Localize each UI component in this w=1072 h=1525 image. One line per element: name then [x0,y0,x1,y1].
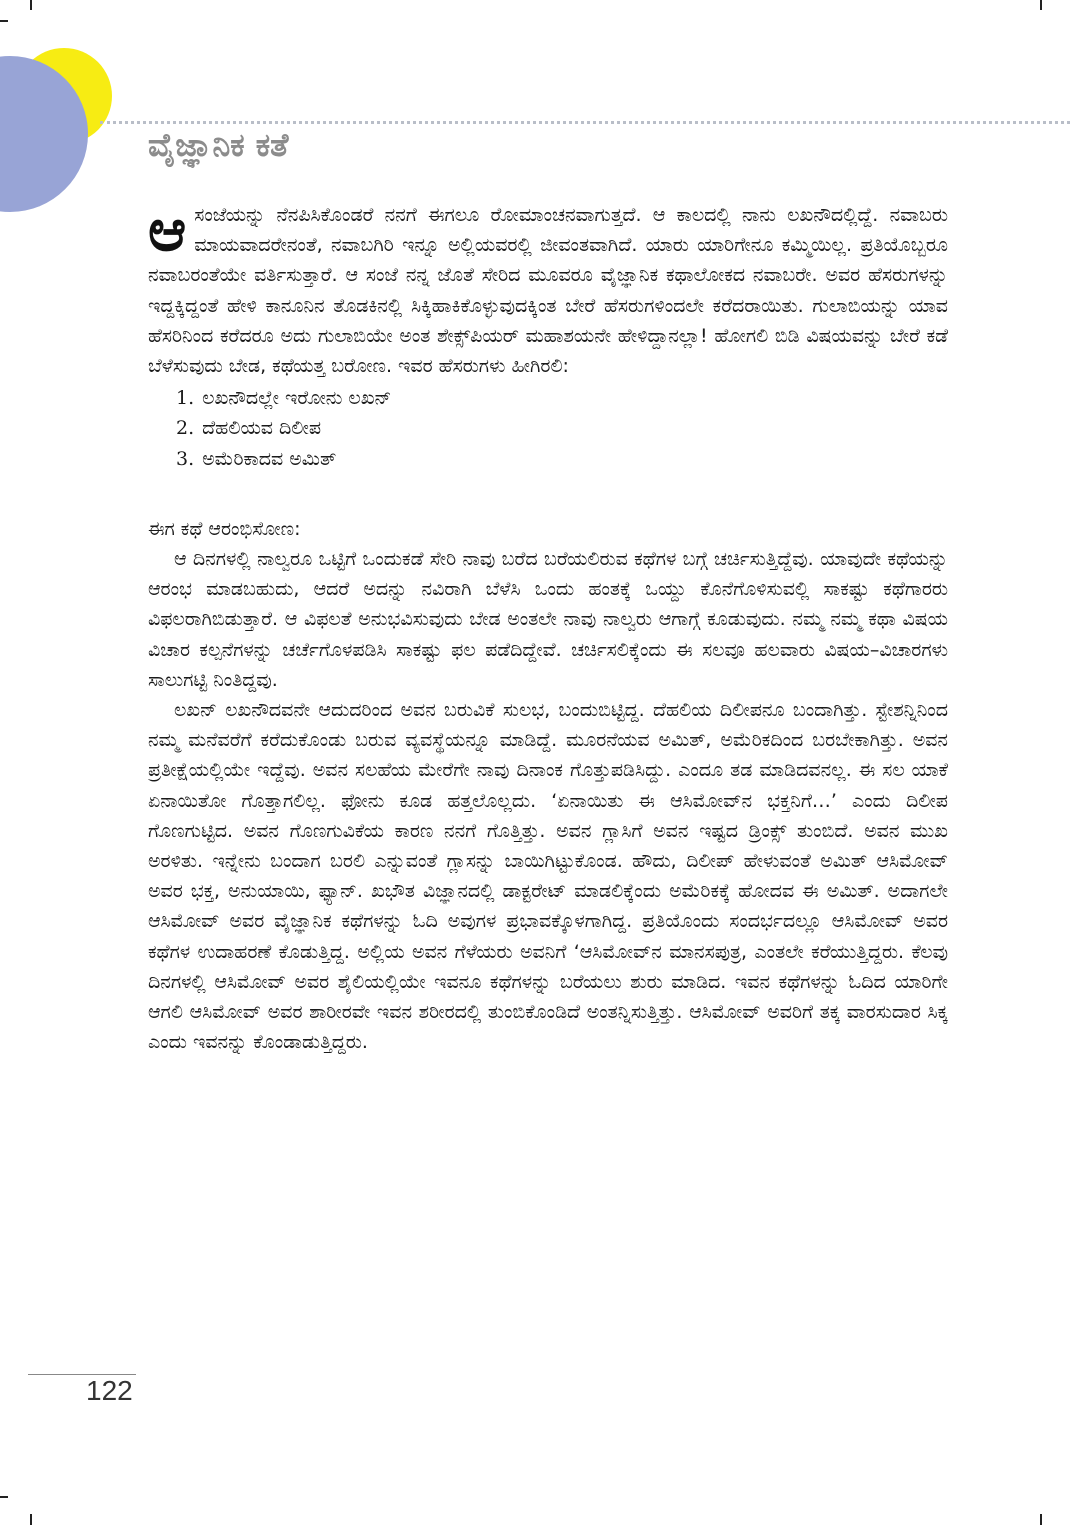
list-item-number: 3. [176,447,195,470]
list-item-number: 2. [176,417,195,440]
paragraph-arrival: ಲಖನ್ ಲಖನೌದವನೇ ಆದುದರಿಂದ ಅವನ ಬರುವಿಕೆ ಸುಲಭ, ಬಂದುಬಿಟ್ಟಿದ್ದ. ದೆಹಲಿಯ ದಿಲೀಪನೂ ಬಂದಾಗಿತ್ತು. ಸ್ಟೇಶನ್ನಿನಿಂದ ನಮ್ಮ ಮನೆವರೆಗೆ ಕರೆದುಕೊಂಡು ಬರುವ ವ್ಯವಸ್ಥೆಯನ್ನೂ ಮಾಡಿದ್ದೆ. ಮೂರನೆಯವ ಅಮಿತ್, ಅಮೆರಿಕದಿಂದ ಬರಬೇಕಾಗಿತ್ತು. ಅವನ ಪ್ರತೀಕ್ಷೆಯಲ್ಲಿಯೇ ಇದ್ದೆವು. ಅವನ ಸಲಹೆಯ ಮೇರೆಗೇ ನಾವು ದಿನಾಂಕ ಗೊತ್ತುಪಡಿಸಿದ್ದು. ಎಂದೂ ತಡ ಮಾಡಿದವನಲ್ಲ. ಈ ಸಲ ಯಾಕೆ ಏನಾಯಿತೋ ಗೊತ್ತಾಗಲಿಲ್ಲ. ಫೋನು ಕೂಡ ಹತ್ತಲೊಲ್ಲದು. ‘ಏನಾಯಿತು ಈ ಆಸಿಮೋವ್‌ನ ಭಕ್ತನಿಗೆ…’ ಎಂದು ದಿಲೀಪ ಗೊಣಗುಟ್ಟಿದ. ಅವನ ಗೊಣಗುವಿಕೆಯ ಕಾರಣ ನನಗೆ ಗೊತ್ತಿತ್ತು. ಅವನ ಗ್ಲಾಸಿಗೆ ಅವನ ಇಷ್ಟದ ಡ್ರಿಂಕ್ಸ್ ತುಂಬಿದೆ. ಅವನ ಮುಖ ಅರಳಿತು. ಇನ್ನೇನು ಬಂದಾಗ ಬರಲಿ ಎನ್ನುವಂತೆ ಗ್ಲಾಸನ್ನು ಬಾಯಿಗಿಟ್ಟುಕೊಂಡ. ಹೌದು, ದಿಲೀಪ್ ಹೇಳುವಂತೆ ಅಮಿತ್ ಆಸಿಮೋವ್ ಅವರ ಭಕ್ತ, ಅನುಯಾಯಿ, ಫ್ಯಾನ್. ಖಭೌತ ವಿಜ್ಞಾನದಲ್ಲಿ ಡಾಕ್ಟರೇಟ್ ಮಾಡಲಿಕ್ಕೆಂದು ಅಮೆರಿಕಕ್ಕೆ ಹೋದವ ಈ ಅಮಿತ್. ಅದಾಗಲೇ ಆಸಿಮೋವ್ ಅವರ ವೈಜ್ಞಾನಿಕ ಕಥೆಗಳನ್ನು ಓದಿ ಅವುಗಳ ಪ್ರಭಾವಕ್ಕೊಳಗಾಗಿದ್ದ. ಪ್ರತಿಯೊಂದು ಸಂದರ್ಭದಲ್ಲೂ ಆಸಿಮೋವ್ ಅವರ ಕಥೆಗಳ ಉದಾಹರಣೆ ಕೊಡುತ್ತಿದ್ದ. ಅಲ್ಲಿಯ ಅವನ ಗೆಳೆಯರು ಅವನಿಗೆ ‘ಆಸಿಮೋವ್‌ನ ಮಾನಸಪುತ್ರ, ಎಂತಲೇ ಕರೆಯುತ್ತಿದ್ದರು. ಕೆಲವು ದಿನಗಳಲ್ಲಿ ಆಸಿಮೋವ್ ಅವರ ಶೈಲಿಯಲ್ಲಿಯೇ ಇವನೂ ಕಥೆಗಳನ್ನು ಬರೆಯಲು ಶುರು ಮಾಡಿದ. ಇವನ ಕಥೆಗಳನ್ನು ಓದಿದ ಯಾರಿಗೇ ಆಗಲಿ ಆಸಿಮೋವ್ ಅವರ ಶಾರೀರವೇ ಇವನ ಶರೀರದಲ್ಲಿ ತುಂಬಿಕೊಂಡಿದೆ ಅಂತನ್ನಿಸುತ್ತಿತ್ತು. ಆಸಿಮೋವ್ ಅವರಿಗೆ ತಕ್ಕ ವಾರಸುದಾರ ಸಿಕ್ಕ ಎಂದು ಇವನನ್ನು ಕೊಂಡಾಡುತ್ತಿದ್ದರು. [148,699,948,1054]
crop-mark-bottom-left [30,1514,32,1525]
crop-mark-top-right [1040,0,1042,10]
opening-paragraph-text: ಸಂಜೆಯನ್ನು ನೆನಪಿಸಿಕೊಂಡರೆ ನನಗೆ ಈಗಲೂ ರೋಮಾಂಚನವಾಗುತ್ತದೆ. ಆ ಕಾಲದಲ್ಲಿ ನಾನು ಲಖನೌದಲ್ಲಿದ್ದೆ. ನವಾಬರು ಮಾಯವಾದರೇನಂತೆ, ನವಾಬಗಿರಿ ಇನ್ನೂ ಅಲ್ಲಿಯವರಲ್ಲಿ ಜೀವಂತವಾಗಿದೆ. ಯಾರು ಯಾರಿಗೇನೂ ಕಮ್ಮಿಯಿಲ್ಲ. ಪ್ರತಿಯೊಬ್ಬರೂ ನವಾಬರಂತೆಯೇ ವರ್ತಿಸುತ್ತಾರೆ. ಆ ಸಂಜೆ ನನ್ನ ಜೊತೆ ಸೇರಿದ ಮೂವರೂ ವೈಜ್ಞಾನಿಕ ಕಥಾಲೋಕದ ನವಾಬರೇ. ಅವರ ಹೆಸರುಗಳನ್ನು ಇದ್ದಕ್ಕಿದ್ದಂತೆ ಹೇಳಿ ಕಾನೂನಿನ ತೊಡಕಿನಲ್ಲಿ ಸಿಕ್ಕಿಹಾಕಿಕೊಳ್ಳುವುದಕ್ಕಿಂತ ಬೇರೆ ಹೆಸರುಗಳಿಂದಲೇ ಕರೆದರಾಯಿತು. ಗುಲಾಬಿಯನ್ನು ಯಾವ ಹೆಸರಿನಿಂದ ಕರೆದರೂ ಅದು ಗುಲಾಬಿಯೇ ಅಂತ ಶೇಕ್ಸ್‌ಪಿಯರ್ ಮಹಾಶಯನೇ ಹೇಳಿದ್ದಾನಲ್ಲಾ! ಹೋಗಲಿ ಬಿಡಿ ವಿಷಯವನ್ನು ಬೇರೆ ಕಡೆ ಬೆಳೆಸುವುದು ಬೇಡ, ಕಥೆಯತ್ತ ಬರೋಣ. ಇವರ ಹೆಸರುಗಳು ಹೀಗಿರಲಿ: [148,204,948,378]
paragraph-discussion: ಆ ದಿನಗಳಲ್ಲಿ ನಾಲ್ವರೂ ಒಟ್ಟಿಗೆ ಒಂದುಕಡೆ ಸೇರಿ ನಾವು ಬರೆದ ಬರೆಯಲಿರುವ ಕಥೆಗಳ ಬಗ್ಗೆ ಚರ್ಚಿಸುತ್ತಿದ್ದೆವು. ಯಾವುದೇ ಕಥೆಯನ್ನು ಆರಂಭ ಮಾಡಬಹುದು, ಆದರೆ ಅದನ್ನು ನವಿರಾಗಿ ಬೆಳೆಸಿ ಒಂದು ಹಂತಕ್ಕೆ ಒಯ್ದು ಕೊನೆಗೊಳಿಸುವಲ್ಲಿ ಸಾಕಷ್ಟು ಕಥೆಗಾರರು ವಿಫಲರಾಗಿಬಿಡುತ್ತಾರೆ. ಆ ವಿಫಲತೆ ಅನುಭವಿಸುವುದು ಬೇಡ ಅಂತಲೇ ನಾವು ನಾಲ್ವರು ಆಗಾಗ್ಗೆ ಕೂಡುವುದು. ನಮ್ಮ ನಮ್ಮ ಕಥಾ ವಿಷಯ ವಿಚಾರ ಕಲ್ಪನೆಗಳನ್ನು ಚರ್ಚೆಗೊಳಪಡಿಸಿ ಸಾಕಷ್ಟು ಫಲ ಪಡೆದಿದ್ದೇವೆ. ಚರ್ಚಿಸಲಿಕ್ಕೆಂದು ಈ ಸಲವೂ ಹಲವಾರು ವಿಷಯ–ವಿಚಾರಗಳು ಸಾಲುಗಟ್ಟಿ ನಿಂತಿದ್ದವು. [148,548,948,691]
page-number: 122 [86,1375,133,1406]
drop-cap: ಆ [148,196,187,264]
list-item [176,444,948,474]
list-item-text: ದೆಹಲಿಯವ ದಿಲೀಪ [202,417,322,440]
story-intro-line: ಈಗ ಕಥೆ ಆರಂಭಿಸೋಣ: [148,517,301,540]
crop-mark-left-lower [0,1496,8,1498]
story-body [148,196,948,1057]
list-item [176,413,948,443]
crop-mark-bottom-right [1040,1514,1042,1525]
character-names-list [148,383,948,474]
list-item-text: ಲಖನೌದಲ್ಲೇ ಇರೋನು ಲಖನ್ [202,387,392,410]
list-item-number: 1. [176,387,195,410]
chapter-title: ವೈಜ್ಞಾನಿಕ ಕತೆ [148,126,289,164]
opening-paragraph [148,196,948,381]
list-item [176,383,948,413]
list-item-text: ಅಮೆರಿಕಾದವ ಅಮಿತ್ [202,447,337,470]
chapter-decoration [0,0,140,220]
